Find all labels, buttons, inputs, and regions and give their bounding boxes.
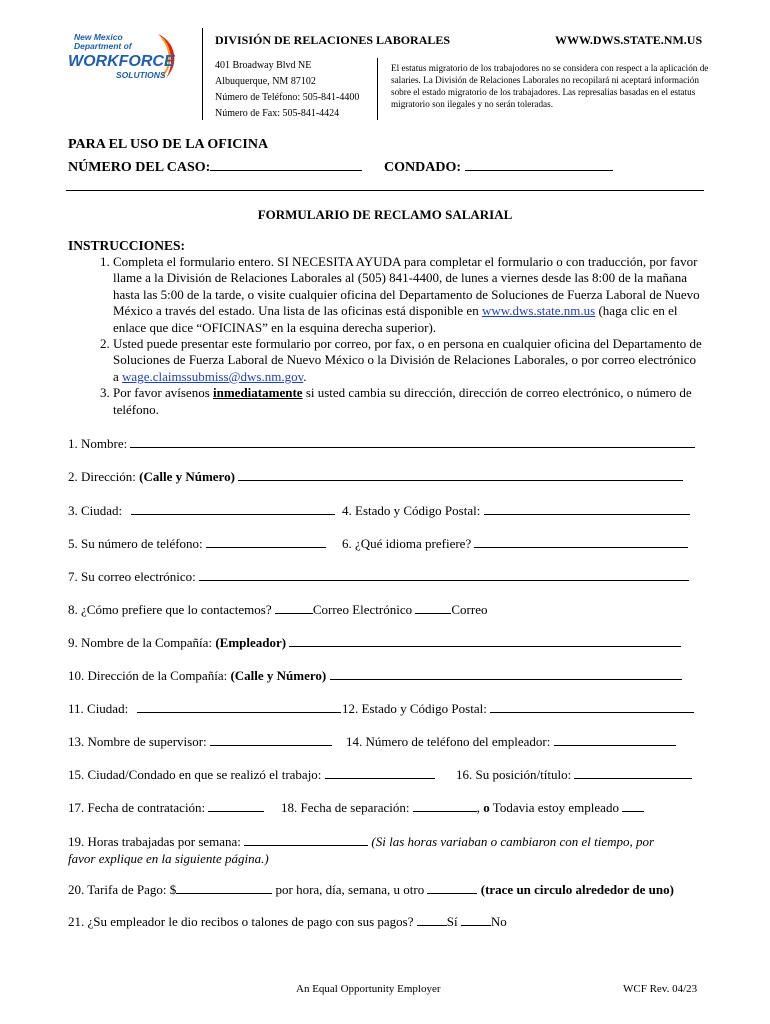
pay-stub-yes: Sí: [446, 914, 458, 929]
address-field[interactable]: 2. Dirección: (Calle y Número): [68, 469, 683, 485]
logo-line-1: New Mexico: [74, 32, 123, 42]
instruction-item: 2. Usted puede presentar este formulario por correo, por fax, o en persona en cualquier oficina del Departamento de Soluciones de Fuerza Laboral de Nuevo México o la División de Relaciones Laborales, o por correo electrónico a wage.claimssubmiss@dws.nm.gov.: [113, 336, 704, 385]
form-title: FORMULARIO DE RECLAMO SALARIAL: [257, 207, 513, 222]
address-label: 2. Dirección:: [68, 469, 136, 484]
pay-stub-label: 21. ¿Su empleador le dio recibos o talones de pago con sus pagos?: [68, 914, 414, 929]
office-use-section: [68, 133, 461, 179]
phone-field[interactable]: 5. Su número de teléfono:: [68, 536, 326, 552]
hours-note: (Si las horas variaban o cambiaron con el tiempo, por: [371, 834, 655, 849]
company-city-field[interactable]: 11. Ciudad:: [68, 701, 341, 717]
separation-date-field[interactable]: 18. Fecha de separación: , o Todavia estoy empleado: [281, 800, 644, 816]
pay-rate-field[interactable]: 20. Tarifa de Pago: $ por hora, día, semana, u otro (trace un circulo alrededor de uno): [68, 882, 674, 897]
name-field[interactable]: [68, 436, 695, 452]
office-use-heading: PARA EL USO DE LA OFICINA: [68, 137, 269, 152]
website-link[interactable]: www.dws.state.nm.us: [481, 303, 596, 319]
still-employed-option: Todavia estoy empleado: [492, 800, 619, 815]
logo-line-4: SOLUTIONS: [116, 70, 166, 80]
address-line: Número de Teléfono: 505-841-4400: [215, 92, 360, 103]
address-line: 401 Broadway Blvd NE: [215, 60, 312, 71]
footer-revision: WCF Rev. 04/23: [623, 983, 698, 995]
case-number-field[interactable]: [68, 156, 362, 179]
instruction-item: 3. Por favor avísenos inmediatamente si usted cambia su dirección, dirección de correo electrónico, o número de teléfono.: [113, 385, 704, 418]
footer-eoe: An Equal Opportunity Employer: [296, 983, 441, 995]
immigration-notice: El estatus migratorio de los trabajodores no se considera con respect a la aplicación de salaries. La División de Relaciones Laborales no recopilará ni aceptará información sobre el estado migratorio de los trabajadores. Las represalias basadas en el estatus migratorio son ilegales y no serán toleradas.: [391, 63, 709, 109]
workforce-solutions-logo: [66, 28, 184, 90]
company-address-label: 10. Dirección de la Compañía:: [68, 668, 228, 683]
instruction-item: 1. Completa el formulario entero. SI NECESITA AYUDA para completar el formulario o con traducción, por favor llame a la División de Relaciones Laborales al (505) 841-4400, de lunes a viernes desde las 8:00 de la mañana hasta las 5:00 de la tarde, o visite cualquier oficina del Departamento de Soluciones de Fuerza Laboral de Nuevo México a través del estado. Una lista de las oficinas está disponible en www.dws.state.nm.us (haga clic en el enlace que dice “OFICINAS” en la esquina derecha superior).: [113, 254, 704, 336]
county-field[interactable]: [384, 156, 613, 179]
header-divider: [202, 28, 203, 120]
city-field[interactable]: 3. Ciudad:: [68, 503, 335, 519]
hours-note-cont: favor explique en la siguiente página.): [68, 851, 269, 866]
language-field[interactable]: 6. ¿Qué idioma prefiere?: [342, 536, 688, 552]
address-line: Número de Fax: 505-841-4424: [215, 108, 340, 119]
position-field[interactable]: 16. Su posición/título:: [456, 767, 692, 783]
hire-date-field[interactable]: 17. Fecha de contratación:: [68, 800, 264, 816]
supervisor-field[interactable]: 13. Nombre de supervisor:: [68, 734, 332, 750]
pay-stub-no: No: [490, 914, 507, 929]
state-zip-field[interactable]: 4. Estado y Código Postal:: [342, 503, 690, 519]
company-state-zip-field[interactable]: 12. Estado y Código Postal:: [342, 701, 694, 717]
email-link[interactable]: wage.claimssubmiss@dws.nm.gov: [122, 368, 304, 384]
logo-line-2: Department of: [74, 41, 132, 51]
instructions-heading: INSTRUCCIONES:: [68, 238, 186, 253]
company-name-field[interactable]: 9. Nombre de la Compañía: (Empleador): [68, 635, 681, 651]
company-name-label: 9. Nombre de la Compañía:: [68, 635, 213, 650]
hours-label: 19. Horas trabajadas por semana:: [68, 834, 241, 849]
email-field[interactable]: [68, 569, 689, 585]
contact-option-email: Correo Electrónico: [312, 602, 413, 617]
website-header: WWW.DWS.STATE.NM.US: [555, 33, 703, 47]
address-line: Albuquerque, NM 87102: [215, 76, 316, 87]
contact-option-mail: Correo: [451, 602, 488, 617]
hours-field[interactable]: [68, 833, 704, 867]
case-number-label: NÚMERO DEL CASO:: [68, 160, 211, 175]
name-label: 1. Nombre:: [68, 436, 128, 451]
notice-divider: [377, 58, 378, 120]
contact-preference-label: 8. ¿Cómo prefiere que lo contactemos?: [68, 602, 272, 617]
pay-rate-instruction: (trace un circulo alrededor de uno): [480, 882, 674, 897]
pay-stub-field[interactable]: [68, 914, 507, 930]
county-label: CONDADO:: [384, 160, 461, 175]
instructions-list: [68, 254, 704, 418]
pay-rate-label: 20. Tarifa de Pago: $: [68, 882, 177, 897]
logo-line-3: WORKFORCE: [68, 53, 175, 70]
employer-phone-field[interactable]: 14. Número de teléfono del empleador:: [346, 734, 676, 750]
division-title: DIVISIÓN DE RELACIONES LABORALES: [215, 33, 451, 47]
company-address-field[interactable]: 10. Dirección de la Compañía: (Calle y Número): [68, 668, 682, 684]
address-block: [215, 58, 359, 122]
contact-preference-field[interactable]: [68, 602, 487, 618]
work-location-field[interactable]: 15. Ciudad/Condado en que se realizó el trabajo:: [68, 767, 435, 783]
section-rule: [66, 190, 704, 191]
email-label: 7. Su correo electrónico:: [68, 569, 196, 584]
